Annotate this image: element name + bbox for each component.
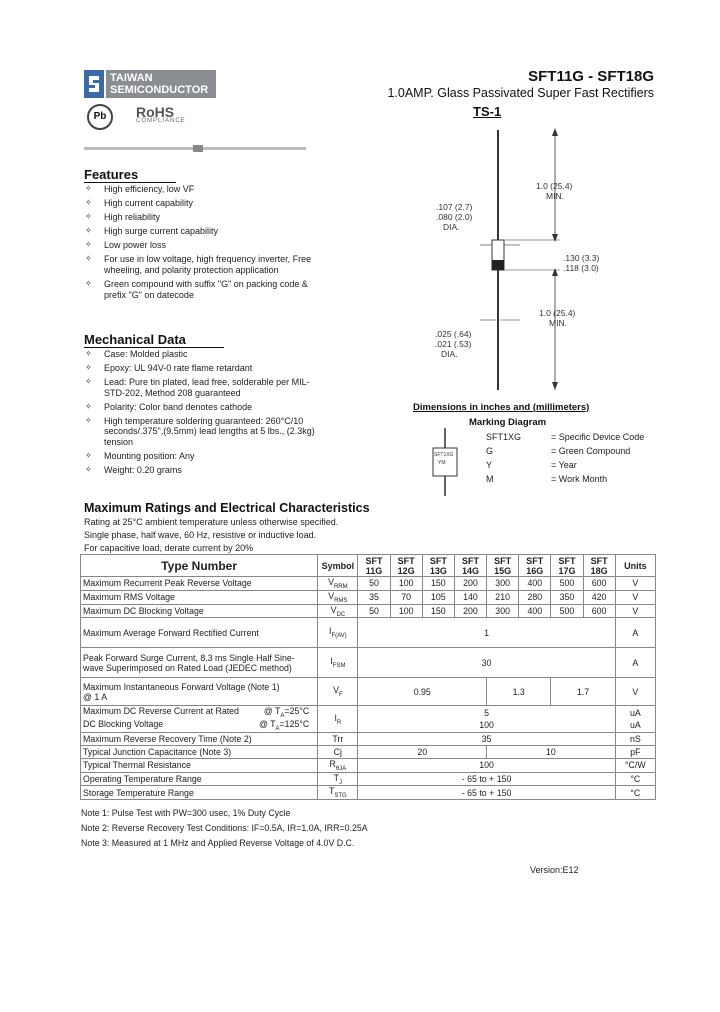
marking-value: = Work Month <box>551 474 608 484</box>
table-header-row <box>81 555 656 577</box>
list-item: ✧ For use in low voltage, high frequency inverter, Free wheeling, and polarity protection application <box>84 254 324 275</box>
company-logo-icon <box>84 70 104 98</box>
table-row: Maximum Recurrent Peak Reverse Voltage $V_{RRM}$ 50 100 150 200 300 400 500 600 V <box>81 577 656 591</box>
header-part: SFT 11G <box>358 555 390 577</box>
list-item: ✧ High efficiency, low VF <box>84 184 324 195</box>
table-row: Maximum RMS Voltage $V_{RMS}$ 35 70 105 140 210 280 350 420 V <box>81 590 656 604</box>
header-part: SFT 18G <box>583 555 615 577</box>
header-part: SFT 16G <box>519 555 551 577</box>
table-row: Maximum Instantaneous Forward Voltage (Note 1) @ 1 A $V_F$ 0.95 1.3 1.7 V <box>81 678 656 706</box>
list-item: ✧ Epoxy: UL 94V-0 rate flame retardant <box>84 363 324 374</box>
header-part: SFT 15G <box>487 555 519 577</box>
marking-title: Marking Diagram <box>469 417 547 428</box>
list-item: ✧ Green compound with suffix "G" on packing code & prefix "G" on datecode <box>84 279 324 300</box>
header-part: SFT 17G <box>551 555 583 577</box>
header-part: SFT 14G <box>454 555 486 577</box>
features-title: Features <box>84 167 176 183</box>
table-row: Typical Thermal Resistance $R_{\theta JA}$ 100 °C/W <box>81 758 656 772</box>
list-item: ✧ Case: Molded plastic <box>84 349 324 360</box>
marking-pkg-text1: SFT1XG <box>434 452 454 458</box>
list-item: ✧ High current capability <box>84 198 324 209</box>
features-list <box>84 184 324 304</box>
table-row: Maximum Average Forward Rectified Current $I_{F(AV)}$ 1 A <box>81 618 656 648</box>
list-item: ✧ Lead: Pure tin plated, lead free, solderable per MIL-STD-202, Method 208 guaranteed <box>84 377 324 398</box>
table-row: Maximum Reverse Recovery Time (Note 2) Trr 35 nS <box>81 732 656 745</box>
table-row: Peak Forward Surge Current, 8.3 ms Single Half Sine- wave Superimposed on Rated Load (JEDEC method) $I_{FSM}$ 30 A <box>81 648 656 678</box>
note-1: Note 1: Pulse Test with PW=300 usec, 1% Duty Cycle <box>81 808 291 818</box>
dim-lead-bot-min: MIN. <box>549 318 567 328</box>
ratings-condition: Single phase, half wave, 60 Hz, resistive or inductive load. <box>84 530 317 540</box>
header-part: SFT 13G <box>422 555 454 577</box>
marking-value: = Year <box>551 460 577 470</box>
pb-free-icon: Pb <box>87 104 113 130</box>
ratings-condition: For capacitive load, derate current by 20% <box>84 543 254 553</box>
dim-body-dia-max: .107 (2.7) <box>436 202 473 212</box>
marking-key: G <box>486 446 494 456</box>
marking-value: = Specific Device Code <box>551 432 645 442</box>
dim-lead-top: 1.0 (25.4) <box>536 181 573 191</box>
divider-mark <box>193 145 203 152</box>
note-3: Note 3: Measured at 1 MHz and Applied Reverse Voltage of 4.0V D.C. <box>81 838 355 848</box>
table-row: DC Blocking Voltage @ $T_A=125^\circ C$ 100 uA <box>81 719 656 732</box>
ratings-condition: Rating at 25°C ambient temperature unless otherwise specified. <box>84 517 339 527</box>
list-item: ✧ Polarity: Color band denotes cathode <box>84 402 324 413</box>
list-item: ✧ High reliability <box>84 212 324 223</box>
rohs-compliance: COMPLIANCE <box>136 118 186 124</box>
table-row: Operating Temperature Range $T_J$ - 65 to + 150 °C <box>81 772 656 786</box>
dim-lead-bot: 1.0 (25.4) <box>539 308 576 318</box>
company-name: TAIWAN SEMICONDUCTOR <box>106 70 216 98</box>
table-row: Storage Temperature Range $T_{STG}$ - 65 to + 150 °C <box>81 786 656 800</box>
version-label: Version:E12 <box>530 865 579 875</box>
dim-wire-min: .021 (.53) <box>435 339 472 349</box>
list-item: ✧ Weight: 0.20 grams <box>84 465 324 476</box>
list-item: ✧ Mounting position: Any <box>84 451 324 462</box>
header-type-number: Type Number <box>81 555 318 577</box>
header-part: SFT 12G <box>390 555 422 577</box>
mechanical-title: Mechanical Data <box>84 332 224 348</box>
part-title: SFT11G - SFT18G <box>528 68 654 85</box>
marking-value: = Green Compound <box>551 446 631 456</box>
note-2: Note 2: Reverse Recovery Test Conditions: IF=0.5A, IR=1.0A, IRR=0.25A <box>81 823 368 833</box>
dim-body-dia-label: DIA. <box>443 222 460 232</box>
header-units: Units <box>615 555 655 577</box>
table-row: Maximum DC Reverse Current at Rated @ $T_A=25^\circ C$ $I_R$ 5 uA <box>81 706 656 719</box>
mechanical-list <box>84 349 324 479</box>
ratings-table <box>80 554 656 800</box>
marking-key: M <box>486 474 494 484</box>
list-item: ✧ High temperature soldering guaranteed: 260°C/10 seconds/.375",(9.5mm) lead lengths at 5 lbs., (2.3kg) tension <box>84 416 324 448</box>
marking-key: SFT1XG <box>486 432 522 442</box>
package-name: TS-1 <box>473 104 502 119</box>
list-item: ✧ Low power loss <box>84 240 324 251</box>
dim-body-dia-min: .080 (2.0) <box>436 212 473 222</box>
dim-body-len-max: .130 (3.3) <box>563 253 600 263</box>
dim-lead-top-min: MIN. <box>546 191 564 201</box>
dim-body-len-min: .118 (3.0) <box>563 263 599 273</box>
list-item: ✧ High surge current capability <box>84 226 324 237</box>
marking-pkg-text2: YM <box>438 460 446 466</box>
dim-wire-max: .025 (.64) <box>435 329 472 339</box>
ratings-title: Maximum Ratings and Electrical Characteristics <box>84 501 370 515</box>
dimensions-caption: Dimensions in inches and (millimeters) <box>413 402 590 413</box>
rohs-logo: RoHS <box>136 104 175 120</box>
table-row: Typical Junction Capacitance (Note 3) Cj 20 10 pF <box>81 745 656 758</box>
marking-key: Y <box>486 460 493 470</box>
part-subtitle: 1.0AMP. Glass Passivated Super Fast Rectifiers <box>387 86 654 100</box>
header-symbol: Symbol <box>318 555 358 577</box>
dim-wire-label: DIA. <box>441 349 458 359</box>
table-row: Maximum DC Blocking Voltage $V_{DC}$ 50 100 150 200 300 400 500 600 V <box>81 604 656 618</box>
